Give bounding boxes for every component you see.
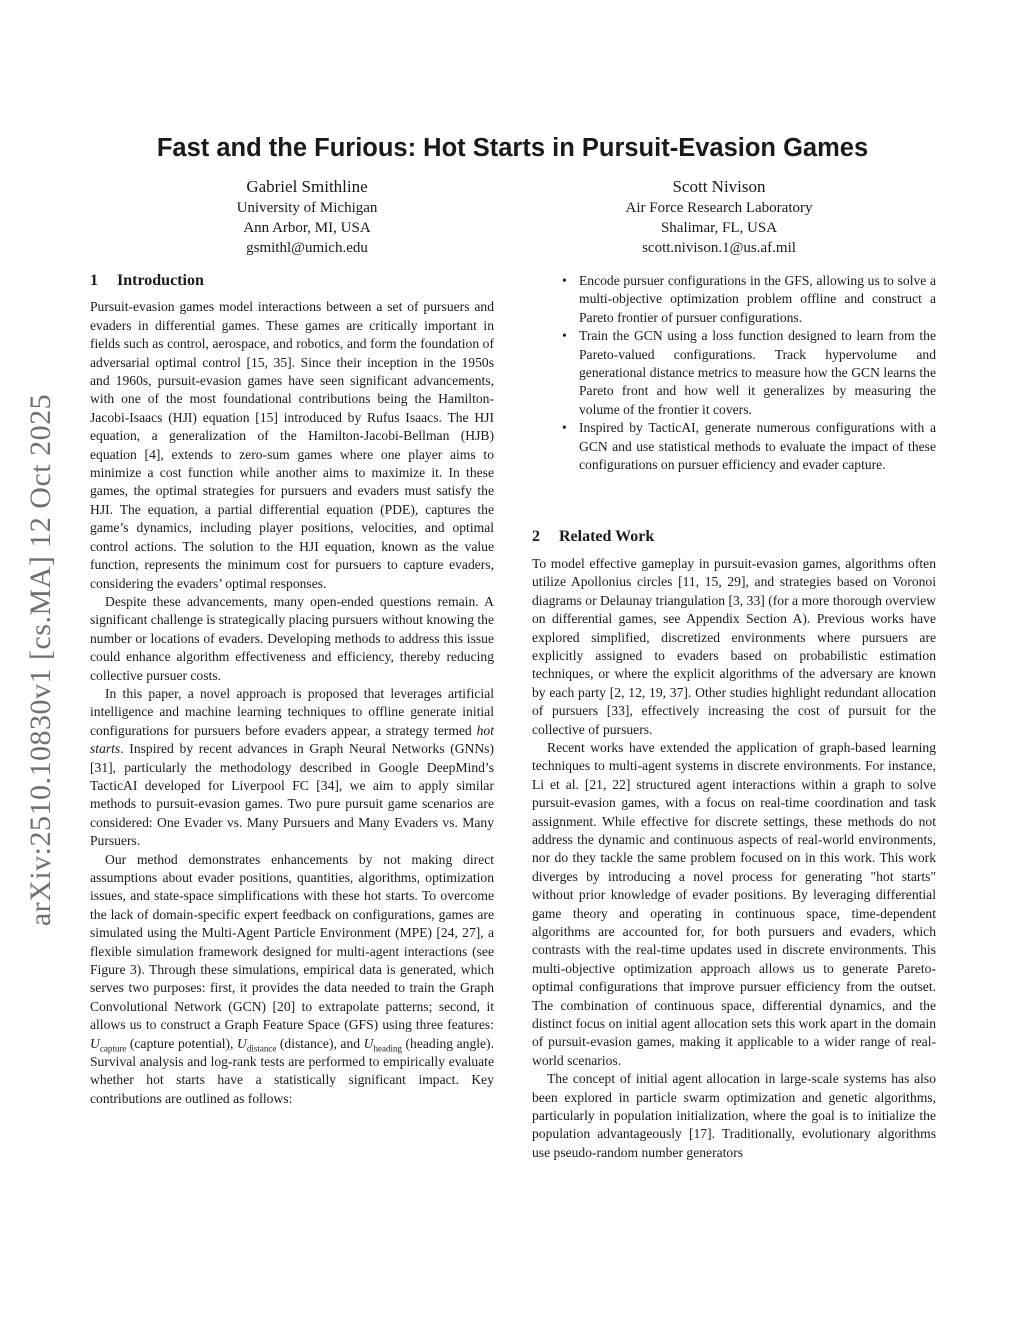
section-title: Related Work (559, 528, 655, 546)
related-paragraph-2: Recent works have extended the application of graph-based learning techniques to multi-agent systems in discrete environments. For instance, Li et al. [21, 22] structured agent interactions within a graph to solve pursuit-evasion games, with a focus on real-time coordination and task assignment. While effective for discrete settings, these methods do not address the dynamic and continuous aspects of real-world environments, nor do they tackle the same problem focused on in this work. This work diverges by introducing a novel process for generating "hot starts" without prior knowledge of evader positions. By leveraging differential game theory and operating in continuous space, time-dependent algorithms are accounted for, for both pursuers and evaders, which contrasts with the real-time updates used in discrete environments. This multi-objective optimization approach allows us to generate Pareto-optimal configurations that improve pursuer efficiency from the outset. The combination of continuous space, differential dynamics, and the distinct focus on initial agent allocation sets this work apart in the domain of pursuit-evasion games, making it applicable to a wider range of real-world scenarios. (532, 739, 936, 1068)
section-title: Introduction (117, 272, 204, 289)
paper-title: Fast and the Furious: Hot Starts in Pursuit-Evasion Games (156, 134, 869, 162)
contribution-text: Encode pursuer configurations in the GFS, allowing us to solve a multi-objective optimization problem offline and construct a Pareto frontier of pursuer configurations. (579, 273, 936, 325)
intro-paragraph-4 (90, 851, 494, 1109)
author-location: Ann Arbor, MI, USA (243, 220, 371, 236)
author-email: scott.nivison.1@us.af.mil (642, 240, 796, 256)
contributions-list (532, 272, 936, 474)
section-number: 2 (532, 528, 540, 546)
list-item (532, 272, 936, 327)
subscript-distance: distance (246, 1043, 277, 1054)
author-name: Scott Nivison (672, 177, 766, 196)
text-run: (distance), and (276, 1035, 364, 1051)
list-item (532, 327, 936, 419)
section-heading-introduction (90, 272, 494, 290)
contribution-text: Train the GCN using a loss function designed to learn from the Pareto-valued configurations. Track hypervolume and generational distance metrics to measure how the GCN learns the Pareto front and how well it generalizes by measuring the volume of the frontier it covers. (579, 328, 936, 417)
bullet-icon: • (562, 328, 567, 344)
text-run: (heading angle). Survival analysis and log-rank tests are performed to empirically evaluate whether hot starts have a statistically significant impact. Key contributions are outlined as follows: (90, 1035, 494, 1106)
related-paragraph-3: The concept of initial agent allocation in large-scale systems has also been explored in particle swarm optimization and genetic algorithms, particularly in population initialization, where the goal is to initialize the population advantageously [17]. Traditionally, evolutionary algorithms use pseudo-random number generators (532, 1071, 936, 1160)
text-run: . Inspired by recent advances in Graph Neural Networks (GNNs) [31], particularly the methodology described in Google DeepMind’s TacticAI developed for Liverpool FC [34], we aim to apply similar methods to pursuit-evasion games. Two pure pursuit game scenarios are considered: One Evader vs. Many Pursuers and Many Evaders vs. Many Pursuers. (90, 741, 494, 849)
right-column (532, 270, 936, 1162)
intro-paragraph-2: Despite these advancements, many open-ended questions remain. A significant challenge is strategically placing pursuers without knowing the number or locations of evaders. Developing methods to address this issue could enhance algorithm effectiveness and efficiency, thereby reducing collective pursuer costs. (90, 593, 494, 683)
author-block-1 (137, 176, 477, 258)
author-location: Shalimar, FL, USA (660, 220, 778, 236)
subscript-heading: heading (373, 1043, 402, 1054)
related-paragraph-1: To model effective gameplay in pursuit-evasion games, algorithms often utilize Apollonius circles [11, 15, 29], and strategies based on Voronoi diagrams or Delaunay triangulation [3, 33] (for a more thorough overview on differential games, see Appendix Section A). Previous works have explored simplified, discretized environments where pursuers are explicitly assigned to evaders based on probabilistic estimation techniques, or where the explicit algorithms of the adversary are known by each party [2, 12, 19, 37]. Other studies highlight redundant allocation of pursuers [33], effectively increasing the cost of pursuit for the collective of pursuers. (532, 555, 936, 737)
contribution-text: Inspired by TacticAI, generate numerous configurations with a GCN and use statistical methods to evaluate the impact of these configurations on pursuer efficiency and evader capture. (579, 420, 936, 473)
arxiv-identifier: arXiv:2510.10830v1 [cs.MA] 12 Oct 2025 (24, 393, 57, 927)
list-item (532, 419, 936, 474)
section-heading-related-work (532, 528, 936, 546)
arxiv-sidebar-stamp (16, 360, 66, 960)
text-run: In this paper, a novel approach is proposed that leverages artificial intelligence and machine learning techniques to offline generate initial configurations for pursuers before evaders appear, a strategy termed (90, 685, 494, 738)
author-affiliation: University of Michigan (236, 200, 378, 216)
subscript-capture: capture (99, 1043, 127, 1054)
bullet-icon: • (562, 273, 567, 288)
u-symbol: U (237, 1035, 247, 1051)
intro-paragraph-1: Pursuit-evasion games model interactions between a set of pursuers and evaders in differential games. These games are critically important in fields such as control, aerospace, and robotics, and form the foundation of adversarial optimal control [15, 35]. Since their inception in the 1950s and 1960s, pursuit-evasion games have seen significant advancements, with one of the most foundational contributions being the Hamilton-Jacobi-Isaacs (HJI) equation [15] introduced by Rufus Isaacs. The HJI equation, a generalization of the Hamilton-Jacobi-Bellman (HJB) equation [4], extends to zero-sum games where one player aims to minimize a cost function while another aims to maximize it. In these games, the optimal strategies for pursuers and evaders must satisfy the HJI. The equation, a partial differential equation (PDE), captures the game’s dynamics, including player positions, velocities, and optimal control actions. The solution to the HJI equation, known as the value function, represents the minimum cost for pursuers to capture evaders, considering the evaders’ optimal responses. (90, 299, 494, 591)
emphasis-hot-starts: hot starts (90, 722, 494, 757)
author-name: Gabriel Smithline (246, 177, 368, 196)
text-run: (capture potential), (126, 1035, 237, 1051)
left-column (90, 270, 494, 1108)
intro-paragraph-3 (90, 685, 494, 851)
u-symbol: U (90, 1035, 100, 1051)
author-email: gsmithl@umich.edu (246, 240, 368, 256)
bullet-icon: • (562, 420, 567, 436)
section-number: 1 (90, 272, 98, 289)
author-block-2 (549, 176, 889, 258)
u-symbol: U (363, 1035, 374, 1051)
text-run: Our method demonstrates enhancements by not making direct assumptions about evader positions, quantities, algorithms, optimization issues, and state-space simplifications with these hot starts. To overcome the lack of domain-specific expert feedback on configurations, games are simulated using the Multi-Agent Particle Environment (MPE) [24, 27], a flexible simulation framework designed for multi-agent interactions (see Figure 3). Through these simulations, empirical data is generated, which serves two purposes: first, it provides the data needed to train the Graph Convolutional Network (GCN) [20] to extrapolate patterns; second, it allows us to construct a Graph Feature Space (GFS) using three features: (90, 851, 494, 1033)
author-affiliation: Air Force Research Laboratory (625, 200, 813, 216)
